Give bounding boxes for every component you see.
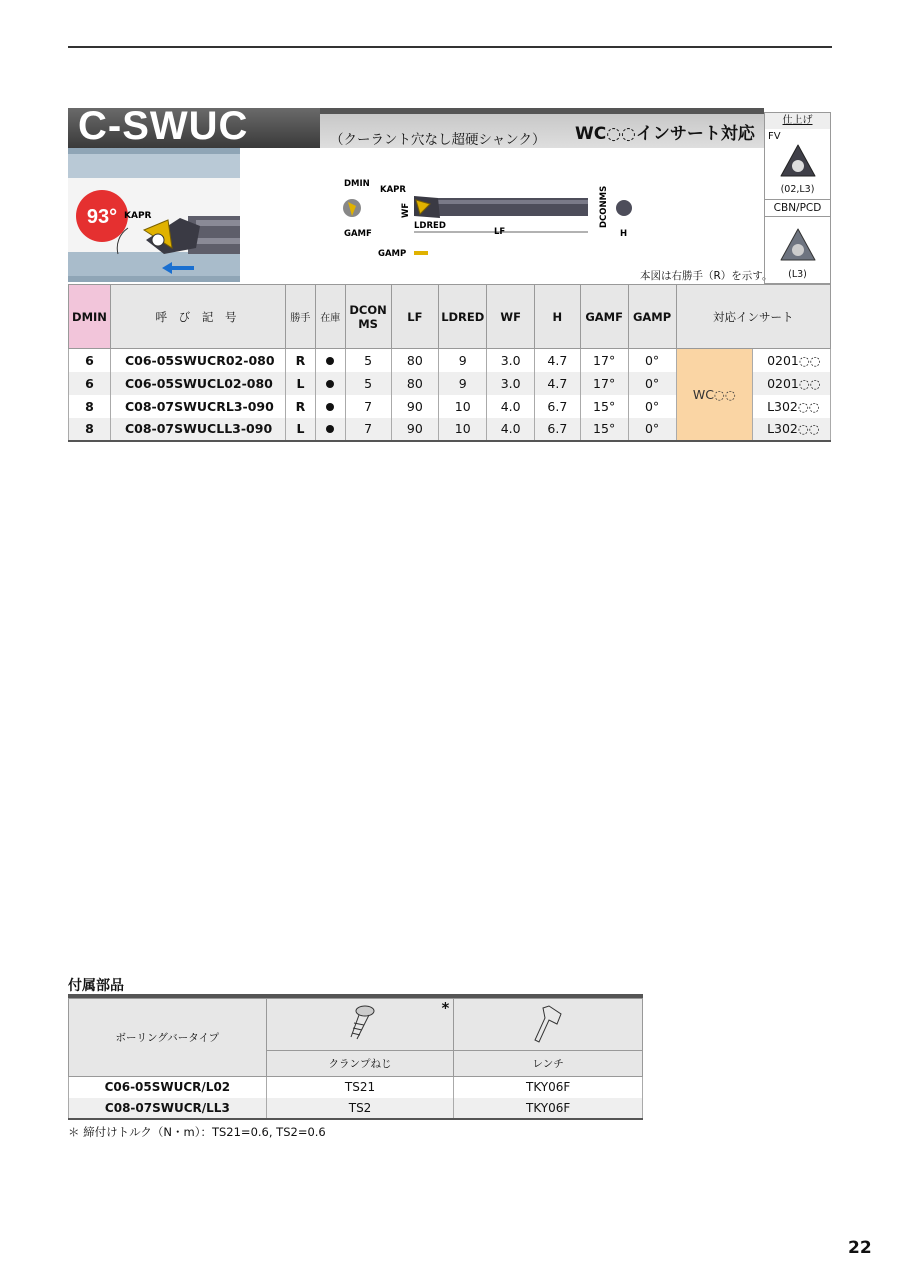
cell-insert: L302◌◌	[753, 395, 831, 418]
angle-label: 93°	[86, 206, 118, 228]
title-band-accent	[320, 108, 764, 114]
cell-wrench: TKY06F	[454, 1098, 643, 1119]
col-dmin: DMIN	[69, 285, 111, 349]
table-row	[69, 1077, 643, 1098]
dconms-label: DCONMS	[599, 185, 609, 228]
col-boring-bar-type: ボーリングバータイプ	[69, 999, 267, 1077]
h-label: H	[620, 229, 628, 239]
cell-h: 6.7	[535, 418, 581, 441]
cell-stock	[315, 349, 345, 372]
cell-ldred: 10	[439, 395, 487, 418]
top-rule	[68, 46, 832, 48]
col-lf: LF	[391, 285, 439, 349]
ldred-label: LDRED	[414, 221, 446, 231]
cell-hand: L	[286, 372, 316, 395]
cell-h: 4.7	[535, 372, 581, 395]
cell-dmin: 6	[69, 372, 111, 395]
cell-dconms: 7	[345, 395, 391, 418]
in-stock-icon	[326, 403, 334, 411]
cell-lf: 80	[391, 372, 439, 395]
cell-hand: L	[286, 418, 316, 441]
tool-diagram-svg	[68, 148, 764, 282]
cell-screw: TS21	[266, 1077, 454, 1098]
wrench-icon	[531, 1002, 565, 1044]
product-subtitle: （クーラント穴なし超硬シャンク）	[330, 132, 546, 148]
cell-dconms: 7	[345, 418, 391, 441]
gamf-label: GAMF	[344, 229, 372, 239]
cbn-sizes: (L3)	[788, 269, 807, 280]
cell-wf: 3.0	[487, 349, 535, 372]
cell-type: C08-07SWUCR/LL3	[69, 1098, 267, 1119]
cell-wf: 4.0	[487, 418, 535, 441]
cell-wf: 3.0	[487, 372, 535, 395]
accessories-title: 付属部品	[68, 978, 124, 994]
col-wf: WF	[487, 285, 535, 349]
col-gamf: GAMF	[580, 285, 628, 349]
table-row	[69, 1098, 643, 1119]
cbn-insert-icon	[779, 227, 817, 265]
cell-lf: 90	[391, 395, 439, 418]
cell-type: C06-05SWUCR/L02	[69, 1077, 267, 1098]
cell-ldred: 9	[439, 372, 487, 395]
col-insert: 対応インサート	[676, 285, 830, 349]
in-stock-icon	[326, 425, 334, 433]
lf-label: LF	[494, 227, 506, 237]
accessories-table	[68, 998, 643, 1120]
col-clamp-screw: クランプねじ	[266, 1051, 454, 1077]
cell-gamp: 0°	[628, 395, 676, 418]
cell-code: C08-07SWUCRL3-090	[110, 395, 285, 418]
table-row	[69, 349, 831, 372]
kapr-left-label: KAPR	[124, 211, 152, 221]
cbn-label: CBN/PCD	[765, 199, 830, 217]
cell-gamp: 0°	[628, 372, 676, 395]
fv-sizes: (02,L3)	[780, 184, 815, 195]
cell-stock	[315, 418, 345, 441]
col-hand: 勝手	[286, 285, 316, 349]
cell-dconms: 5	[345, 349, 391, 372]
cell-h: 6.7	[535, 395, 581, 418]
product-title: C-SWUC	[78, 104, 249, 148]
torque-note: ＊ 締付けトルク（N・m）：TS21=0.6, TS2=0.6	[68, 1125, 326, 1139]
cell-gamf: 17°	[580, 372, 628, 395]
cell-code: C06-05SWUCL02-080	[110, 372, 285, 395]
col-h: H	[535, 285, 581, 349]
cell-stock	[315, 372, 345, 395]
col-ldred: LDRED	[439, 285, 487, 349]
cell-gamf: 15°	[580, 395, 628, 418]
fv-label: FV	[768, 131, 781, 142]
cell-dmin: 6	[69, 349, 111, 372]
col-dconms: DCON MS	[345, 285, 391, 349]
cell-hand: R	[286, 349, 316, 372]
drawing-note: 本図は右勝手（R）を示す。	[640, 270, 773, 282]
screw-image-cell	[266, 999, 454, 1051]
cell-gamf: 17°	[580, 349, 628, 372]
cell-insert: L302◌◌	[753, 418, 831, 441]
insert-family-cell: WC◌◌	[676, 349, 753, 441]
kapr-label: KAPR	[380, 185, 406, 195]
cell-gamp: 0°	[628, 349, 676, 372]
cell-dmin: 8	[69, 418, 111, 441]
in-stock-icon	[326, 357, 334, 365]
cell-h: 4.7	[535, 349, 581, 372]
cell-lf: 90	[391, 418, 439, 441]
cell-insert: 0201◌◌	[753, 372, 831, 395]
cell-gamp: 0°	[628, 418, 676, 441]
screw-icon	[345, 1003, 375, 1043]
dmin-label: DMIN	[344, 179, 370, 189]
cell-insert: 0201◌◌	[753, 349, 831, 372]
torque-mark: *	[441, 999, 450, 1017]
col-stock: 在庫	[315, 285, 345, 349]
finish-panel	[764, 112, 831, 284]
cell-gamf: 15°	[580, 418, 628, 441]
tool-diagram	[68, 148, 764, 282]
cell-dmin: 8	[69, 395, 111, 418]
gamp-label: GAMP	[378, 249, 407, 259]
cell-ldred: 10	[439, 418, 487, 441]
wf-label: WF	[401, 202, 411, 218]
col-gamp: GAMP	[628, 285, 676, 349]
cell-code: C08-07SWUCLL3-090	[110, 418, 285, 441]
cell-lf: 80	[391, 349, 439, 372]
insert-compatibility: WC◌◌インサート対応	[575, 124, 755, 144]
wrench-image-cell	[454, 999, 643, 1051]
col-wrench: レンチ	[454, 1051, 643, 1077]
cell-stock	[315, 395, 345, 418]
cell-wrench: TKY06F	[454, 1077, 643, 1098]
in-stock-icon	[326, 380, 334, 388]
spec-table	[68, 284, 831, 442]
cell-screw: TS2	[266, 1098, 454, 1119]
shank-section	[616, 200, 632, 216]
finish-heading: 仕上げ	[765, 113, 830, 129]
fv-insert-icon	[779, 143, 817, 181]
cell-wf: 4.0	[487, 395, 535, 418]
col-code: 呼 び 記 号	[110, 285, 285, 349]
page-number: 22	[848, 1238, 872, 1258]
spec-header-row	[69, 285, 831, 349]
cell-code: C06-05SWUCR02-080	[110, 349, 285, 372]
cell-ldred: 9	[439, 349, 487, 372]
cell-dconms: 5	[345, 372, 391, 395]
cell-hand: R	[286, 395, 316, 418]
